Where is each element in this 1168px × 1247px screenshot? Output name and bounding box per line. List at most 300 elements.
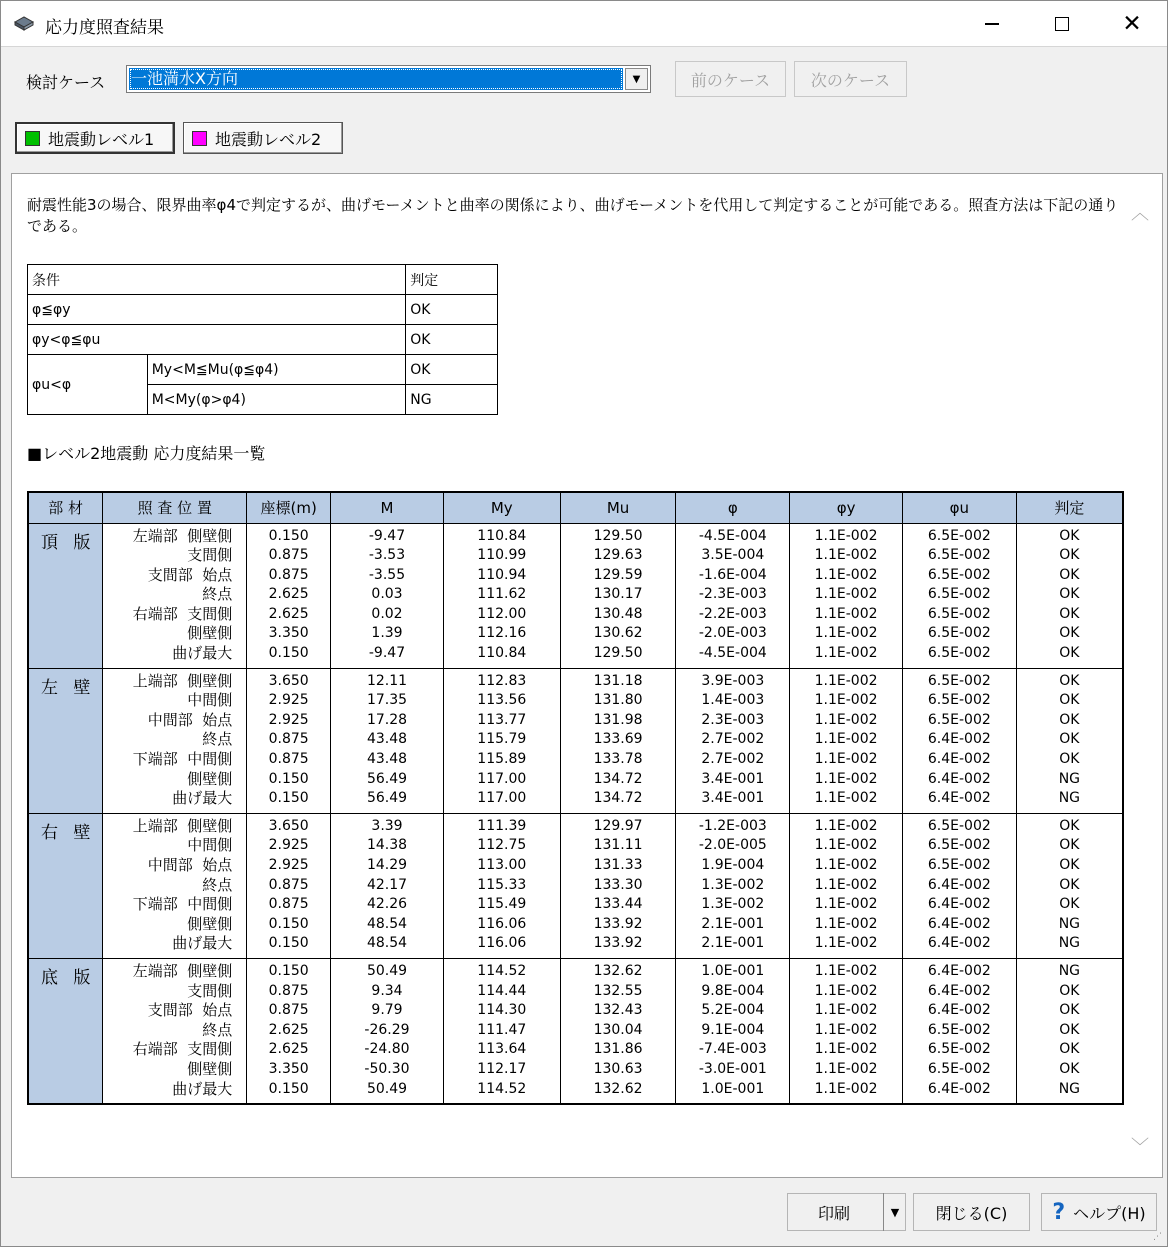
M-value: 0.02: [371, 605, 403, 622]
position-label: 終点: [202, 730, 233, 749]
judge-cell: [1016, 958, 1123, 1104]
phi-value: 2.7E-002: [701, 751, 765, 768]
coord-value: 0.150: [268, 935, 309, 952]
Mu-value: 130.17: [593, 586, 643, 603]
phi-value: 2.1E-001: [701, 935, 765, 952]
app-icon: [13, 14, 35, 32]
M-value: 1.39: [371, 625, 403, 642]
M-value: -3.53: [368, 547, 406, 564]
results-column-header: φ: [676, 492, 790, 523]
phiu-value: 6.4E-002: [927, 876, 991, 893]
position-label: 右端部 支間側: [132, 604, 233, 623]
M-value: 50.49: [366, 962, 408, 979]
My-value: 110.84: [477, 527, 527, 544]
phi-value: 2.7E-002: [701, 731, 765, 748]
phiu-value: 6.5E-002: [927, 645, 991, 662]
coord-value: 0.875: [268, 982, 309, 999]
judge-value: OK: [1059, 1002, 1080, 1019]
position-label: 側壁側: [187, 624, 233, 643]
judge-value: NG: [1058, 770, 1081, 787]
phiy-value: 1.1E-002: [814, 962, 878, 979]
coord-cell: [247, 813, 331, 958]
coord-value: 2.625: [268, 1021, 309, 1038]
phi-value: -2.3E-003: [698, 586, 767, 603]
phiy-value: 1.1E-002: [814, 731, 878, 748]
M-value: 9.79: [371, 1002, 403, 1019]
Mu-value: 131.86: [593, 1041, 643, 1058]
cond-result: NG: [406, 385, 498, 415]
phiu-value: 6.4E-002: [927, 751, 991, 768]
coord-value: 2.625: [268, 1041, 309, 1058]
cond-result: OK: [406, 355, 498, 385]
position-label: 中間部 始点: [147, 856, 233, 874]
Mu-value: 133.44: [593, 896, 643, 913]
My-value: 112.16: [477, 625, 527, 642]
phi-value: 1.4E-003: [701, 692, 765, 709]
My-cell: [443, 958, 560, 1104]
My-value: 111.62: [477, 586, 527, 603]
results-column-header: 照 査 位 置: [103, 492, 247, 523]
Mu-value: 130.04: [593, 1021, 643, 1038]
results-column-header: 座標(m): [247, 492, 331, 523]
judge-value: OK: [1059, 527, 1080, 544]
judge-value: OK: [1059, 547, 1080, 564]
phi-value: 5.2E-004: [701, 1002, 765, 1019]
phiu-value: 6.5E-002: [927, 1060, 991, 1077]
case-label: 検討ケース: [26, 73, 106, 92]
My-value: 114.52: [477, 1080, 527, 1097]
cond-result: OK: [406, 295, 498, 325]
print-dropdown-icon[interactable]: ▼: [883, 1193, 906, 1231]
phiy-value: 1.1E-002: [814, 1041, 878, 1058]
My-value: 110.94: [477, 566, 527, 583]
phi-cell: [676, 813, 790, 958]
My-cell: [443, 523, 560, 668]
My-value: 113.56: [477, 692, 527, 709]
My-value: 113.00: [477, 857, 527, 873]
Mu-value: 130.63: [593, 1060, 643, 1077]
maximize-icon: [1055, 17, 1069, 31]
phiu-value: 6.5E-002: [927, 586, 991, 603]
maximize-button[interactable]: [1028, 1, 1096, 47]
M-value: 17.28: [366, 711, 408, 728]
phiu-value: 6.4E-002: [927, 1080, 991, 1097]
My-value: 114.44: [477, 982, 527, 999]
phiy-value: 1.1E-002: [814, 672, 878, 689]
position-label: 終点: [202, 1020, 233, 1039]
results-column-header: My: [443, 492, 560, 523]
judge-value: OK: [1059, 605, 1080, 622]
phiu-cell: [902, 668, 1016, 813]
cond-cell: φu<φ: [28, 355, 148, 415]
M-value: 14.38: [366, 837, 408, 854]
scroll-up-icon[interactable]: ︿: [1131, 203, 1149, 224]
help-icon: ?: [1052, 1199, 1066, 1225]
results-table: [27, 491, 1124, 1105]
phiu-value: 6.5E-002: [927, 605, 991, 622]
M-value: 43.48: [366, 751, 408, 768]
coord-value: 0.875: [268, 1002, 309, 1019]
M-value: 9.34: [371, 982, 403, 999]
position-label: 終点: [202, 585, 233, 604]
close-button[interactable]: 閉じる(C): [913, 1193, 1030, 1231]
position-label: 下端部 中間側: [132, 750, 233, 769]
phi-value: 1.0E-001: [701, 1080, 765, 1097]
table-row: [28, 958, 1123, 1104]
coord-value: 2.925: [268, 837, 309, 854]
My-value: 117.00: [477, 790, 527, 807]
phiy-value: 1.1E-002: [814, 982, 878, 999]
position-label: 上端部 側壁側: [132, 816, 233, 835]
phiy-value: 1.1E-002: [814, 645, 878, 662]
phi-value: 3.4E-001: [701, 790, 765, 807]
judge-value: OK: [1059, 1060, 1080, 1077]
help-label: ヘルプ(H): [1073, 1203, 1146, 1223]
phiy-cell: [790, 958, 903, 1104]
phiu-value: 6.5E-002: [927, 837, 991, 854]
phiy-value: 1.1E-002: [814, 586, 878, 603]
judge-value: OK: [1059, 857, 1080, 873]
phiu-value: 6.5E-002: [927, 817, 991, 834]
table-row: [28, 813, 1123, 958]
My-value: 117.00: [477, 770, 527, 787]
judge-value: OK: [1059, 566, 1080, 583]
M-value: 48.54: [366, 935, 408, 952]
phiy-value: 1.1E-002: [814, 547, 878, 564]
phiu-value: 6.5E-002: [927, 857, 991, 873]
Mu-cell: [560, 958, 676, 1104]
phiu-value: 6.4E-002: [927, 896, 991, 913]
phi-value: -4.5E-004: [698, 527, 767, 544]
help-button[interactable]: [1041, 1193, 1157, 1231]
case-select[interactable]: [126, 65, 651, 93]
position-label: 中間部 始点: [147, 710, 233, 729]
judge-value: OK: [1059, 837, 1080, 854]
Mu-value: 129.97: [593, 817, 643, 834]
level2-label: 地震動レベル2: [215, 129, 322, 149]
phi-value: 3.9E-003: [701, 672, 765, 689]
M-value: 3.39: [371, 817, 403, 834]
Mu-value: 131.98: [593, 711, 643, 728]
phi-value: 3.4E-001: [701, 770, 765, 787]
judge-value: OK: [1059, 982, 1080, 999]
Mu-value: 132.43: [593, 1002, 643, 1019]
phi-value: 2.1E-001: [701, 915, 765, 932]
M-value: 56.49: [366, 770, 408, 787]
phiu-value: 6.5E-002: [927, 1041, 991, 1058]
phiu-value: 6.4E-002: [927, 962, 991, 979]
member-cell: 底 版: [28, 958, 103, 1104]
position-label: 曲げ最大: [172, 1079, 233, 1098]
phiy-value: 1.1E-002: [814, 896, 878, 913]
judge-value: OK: [1059, 731, 1080, 748]
M-value: 56.49: [366, 790, 408, 807]
phiu-value: 6.4E-002: [927, 982, 991, 999]
My-value: 110.99: [477, 547, 527, 564]
phiu-value: 6.4E-002: [927, 731, 991, 748]
results-column-header: φu: [902, 492, 1016, 523]
My-value: 115.79: [477, 731, 527, 748]
coord-value: 2.925: [268, 857, 309, 873]
judge-cell: [1016, 668, 1123, 813]
position-label: 上端部 側壁側: [132, 671, 233, 690]
My-value: 111.47: [477, 1021, 527, 1038]
Mu-value: 130.48: [593, 605, 643, 622]
phi-value: -4.5E-004: [698, 645, 767, 662]
results-column-header: Mu: [560, 492, 676, 523]
phiu-value: 6.4E-002: [927, 770, 991, 787]
judge-value: OK: [1059, 586, 1080, 603]
close-window-button[interactable]: [1098, 1, 1166, 47]
scroll-down-icon[interactable]: ﹀: [1131, 1137, 1149, 1158]
phiy-value: 1.1E-002: [814, 527, 878, 544]
position-label: 支間側: [187, 981, 233, 1000]
My-cell: [443, 668, 560, 813]
Mu-value: 129.59: [593, 566, 643, 583]
phiy-value: 1.1E-002: [814, 751, 878, 768]
judge-value: OK: [1059, 625, 1080, 642]
phiu-value: 6.5E-002: [927, 672, 991, 689]
phiy-value: 1.1E-002: [814, 566, 878, 583]
prev-case-button[interactable]: 前のケース: [675, 61, 786, 97]
Mu-value: 133.92: [593, 935, 643, 952]
phiu-value: 6.5E-002: [927, 692, 991, 709]
My-value: 114.52: [477, 962, 527, 979]
coord-value: 3.650: [268, 817, 309, 834]
Mu-value: 133.92: [593, 915, 643, 932]
position-label: 左端部 側壁側: [132, 961, 233, 980]
position-label: 曲げ最大: [172, 934, 233, 953]
position-label: 支間側: [187, 546, 233, 565]
My-value: 114.30: [477, 1002, 527, 1019]
phi-value: -7.4E-003: [698, 1041, 767, 1058]
judge-value: NG: [1058, 790, 1081, 807]
coord-value: 3.350: [268, 1060, 309, 1077]
cond-sub-cell: My<M≦Mu(φ≦φ4): [147, 355, 406, 385]
M-cell: [331, 668, 444, 813]
My-value: 116.06: [477, 915, 527, 932]
judge-value: OK: [1059, 1021, 1080, 1038]
Mu-value: 133.78: [593, 751, 643, 768]
coord-value: 0.875: [268, 896, 309, 913]
Mu-value: 134.72: [593, 790, 643, 807]
My-value: 115.89: [477, 751, 527, 768]
phi-value: 3.5E-004: [701, 547, 765, 564]
phiu-value: 6.4E-002: [927, 915, 991, 932]
coord-value: 0.150: [268, 1080, 309, 1097]
judge-value: NG: [1058, 915, 1081, 932]
title-bar: [1, 1, 1167, 47]
coord-value: 2.625: [268, 605, 309, 622]
phi-value: 1.9E-004: [701, 857, 765, 873]
phiy-value: 1.1E-002: [814, 876, 878, 893]
phiy-value: 1.1E-002: [814, 817, 878, 834]
My-value: 115.49: [477, 896, 527, 913]
judge-cell: [1016, 523, 1123, 668]
table-row: [28, 668, 1123, 813]
position-label: 支間部 始点: [147, 565, 233, 584]
minimize-button[interactable]: [958, 1, 1026, 47]
position-cell: [103, 523, 247, 668]
coord-value: 0.150: [268, 915, 309, 932]
coord-value: 2.925: [268, 692, 309, 709]
chevron-down-icon[interactable]: ▼: [625, 68, 648, 90]
position-label: 側壁側: [187, 769, 233, 788]
phiy-value: 1.1E-002: [814, 1021, 878, 1038]
position-label: 右端部 支間側: [132, 1040, 233, 1059]
phiy-cell: [790, 668, 903, 813]
Mu-value: 129.50: [593, 645, 643, 662]
results-header-row: [28, 492, 1123, 523]
judge-value: NG: [1058, 935, 1081, 952]
judge-value: OK: [1059, 896, 1080, 913]
results-column-header: M: [331, 492, 444, 523]
phi-value: 1.3E-002: [701, 896, 765, 913]
position-label: 左端部 側壁側: [132, 526, 233, 545]
phiy-value: 1.1E-002: [814, 711, 878, 728]
phiu-value: 6.4E-002: [927, 1002, 991, 1019]
table-row: [28, 523, 1123, 668]
position-label: 側壁側: [187, 1059, 233, 1078]
phiy-value: 1.1E-002: [814, 625, 878, 642]
coord-value: 0.150: [268, 790, 309, 807]
member-cell: 左 壁: [28, 668, 103, 813]
My-value: 115.33: [477, 876, 527, 893]
phiu-cell: [902, 523, 1016, 668]
phiu-cell: [902, 958, 1016, 1104]
phiu-value: 6.5E-002: [927, 711, 991, 728]
phiu-value: 6.5E-002: [927, 1021, 991, 1038]
Mu-value: 131.18: [593, 672, 643, 689]
M-value: 43.48: [366, 731, 408, 748]
next-case-button[interactable]: 次のケース: [794, 61, 907, 97]
coord-cell: [247, 668, 331, 813]
position-cell: [103, 958, 247, 1104]
position-label: 中間側: [187, 836, 233, 855]
position-label: 終点: [202, 875, 233, 894]
Mu-value: 129.63: [593, 547, 643, 564]
phiy-value: 1.1E-002: [814, 790, 878, 807]
My-value: 112.17: [477, 1060, 527, 1077]
phiy-value: 1.1E-002: [814, 915, 878, 932]
phi-cell: [676, 523, 790, 668]
coord-value: 2.625: [268, 586, 309, 603]
judge-value: OK: [1059, 692, 1080, 709]
phi-value: -2.0E-005: [698, 837, 767, 854]
Mu-value: 133.69: [593, 731, 643, 748]
M-value: 0.03: [371, 586, 403, 603]
cond-header: 条件: [28, 265, 406, 295]
phi-value: 9.8E-004: [701, 982, 765, 999]
coord-value: 3.350: [268, 625, 309, 642]
judge-value: NG: [1058, 962, 1081, 979]
judge-value: OK: [1059, 817, 1080, 834]
phiy-value: 1.1E-002: [814, 692, 878, 709]
phiy-value: 1.1E-002: [814, 605, 878, 622]
cond-result: OK: [406, 325, 498, 355]
phiy-value: 1.1E-002: [814, 770, 878, 787]
phi-value: -1.2E-003: [698, 817, 767, 834]
cond-sub-cell: M<My(φ>φ4): [147, 385, 406, 415]
coord-value: 0.875: [268, 751, 309, 768]
phiy-value: 1.1E-002: [814, 935, 878, 952]
level1-button[interactable]: [15, 122, 175, 154]
results-column-header: 部 材: [28, 492, 103, 523]
My-value: 111.39: [477, 817, 527, 834]
results-column-header: 判定: [1016, 492, 1123, 523]
Mu-value: 133.30: [593, 876, 643, 893]
M-value: -50.30: [364, 1060, 410, 1077]
Mu-value: 129.50: [593, 527, 643, 544]
My-value: 112.00: [477, 605, 527, 622]
Mu-cell: [560, 668, 676, 813]
My-value: 116.06: [477, 935, 527, 952]
phiu-value: 6.5E-002: [927, 527, 991, 544]
Mu-cell: [560, 523, 676, 668]
phi-cell: [676, 958, 790, 1104]
phiu-value: 6.4E-002: [927, 935, 991, 952]
Mu-cell: [560, 813, 676, 958]
Mu-value: 132.62: [593, 1080, 643, 1097]
phiy-cell: [790, 523, 903, 668]
M-value: 17.35: [366, 692, 408, 709]
section-title: ■レベル2地震動 応力度結果一覧: [27, 444, 266, 463]
coord-value: 2.925: [268, 711, 309, 728]
cond-cell: φy<φ≦φu: [28, 325, 406, 355]
coord-cell: [247, 523, 331, 668]
judge-value: OK: [1059, 672, 1080, 689]
window-title: 応力度照査結果: [45, 18, 164, 38]
M-cell: [331, 523, 444, 668]
coord-value: 3.650: [268, 672, 309, 689]
My-cell: [443, 813, 560, 958]
close-icon: ✕: [1122, 10, 1142, 37]
Mu-value: 130.62: [593, 625, 643, 642]
phiy-value: 1.1E-002: [814, 837, 878, 854]
position-label: 曲げ最大: [172, 789, 233, 808]
phiy-value: 1.1E-002: [814, 1060, 878, 1077]
My-value: 112.75: [477, 837, 527, 854]
My-value: 112.83: [477, 672, 527, 689]
judge-value: OK: [1059, 645, 1080, 662]
My-value: 113.64: [477, 1041, 527, 1058]
resize-grip-icon[interactable]: ⋰: [1153, 1232, 1162, 1242]
M-value: 14.29: [366, 857, 408, 873]
phi-cell: [676, 668, 790, 813]
member-cell: 頂 版: [28, 523, 103, 668]
position-label: 側壁側: [187, 914, 233, 933]
M-value: -9.47: [368, 527, 406, 544]
level2-button[interactable]: [183, 122, 343, 154]
phiu-cell: [902, 813, 1016, 958]
position-cell: [103, 813, 247, 958]
coord-value: 0.875: [268, 547, 309, 564]
position-label: 下端部 中間側: [132, 895, 233, 914]
phiy-value: 1.1E-002: [814, 1080, 878, 1097]
case-select-value: 一池満水X方向: [129, 68, 623, 90]
Mu-value: 131.80: [593, 692, 643, 709]
coord-value: 0.875: [268, 876, 309, 893]
position-label: 曲げ最大: [172, 644, 233, 663]
M-value: -9.47: [368, 645, 406, 662]
M-value: 12.11: [366, 672, 408, 689]
Mu-value: 132.55: [593, 982, 643, 999]
coord-value: 0.875: [268, 731, 309, 748]
position-label: 中間側: [187, 691, 233, 710]
phi-value: 1.0E-001: [701, 962, 765, 979]
print-label: 印刷: [818, 1203, 851, 1223]
member-cell: 右 壁: [28, 813, 103, 958]
